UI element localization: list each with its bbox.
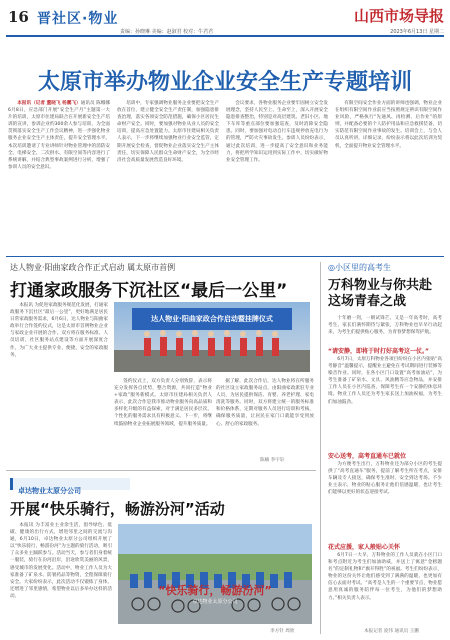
editor-credits: 责编：孙晓琳 美编：赵淑君 校对：牛君君 xyxy=(120,29,214,35)
article2-tag-label: 卓达物业太原分公司 xyxy=(18,487,81,495)
right-body-2-text: 为方便考生出行，万科物业还为部分小区的考生提供了“高考直通车”服务，提前了解考生所在考点，安排车辆及专人接送，确保考生准时、安全到达考场。不少业主表示，物业的贴心服务让他们倍感温暖，也让考生们能够以更好的状态迎接考试。 xyxy=(328,462,442,496)
article2-caption: 李方针 周欣 xyxy=(270,629,295,634)
right-sub-1: “请安静，即将于时打好高考这一仗。” xyxy=(328,348,429,355)
lead-text-2: 培训中，专家强调物业服务企业要把安全生产放在首位，建立健全安全生产责任制，加强隐患排查治理，落实各项安全防范措施，确保小区居民生命财产安全。同时，要加强对物业从业人员的安全培训，提高应急处置能力。太原市住建局相关负责人表示，下一步将继续加强物业行业安全监管，定期开展安全检查，督促物业企业落实安全生产主体责任，切实保障人民群众生命财产安全，为全市经济社会高质量发展营造良好环境。 xyxy=(117,101,219,163)
right-sub-2: 安心送考，高考直通车已就位 xyxy=(328,453,407,460)
article2-photo xyxy=(118,524,312,624)
column-divider xyxy=(320,262,321,634)
page-header xyxy=(0,0,450,38)
right-body-3-text: 6月7日一大早，万科物业的工作人员就在小区门口和考点附近为考生们加油助威，并送上了寓意“金榜题名”的定制礼物和“旗开得胜”的祝福。考生们纷纷表示，物业的这份关怀让他们感受到了满满的温暖，也更加有信心去面对考试。“高考是人生的一个重要节点，物业愿意用真诚的服务陪伴每一位考生，为他们的梦想助力。”相关负责人表示。 xyxy=(328,553,442,601)
masthead: 山西市场导报 xyxy=(353,7,444,25)
article1-kicker: 达人物业·阳曲家政合作正式启动 属太原市首例 xyxy=(10,263,176,272)
section-title: 晋社区·物业 xyxy=(37,11,119,27)
lead-column-3 xyxy=(226,100,328,246)
article1-photo xyxy=(114,302,310,372)
issue-date: 2023年6月13日 星期二 xyxy=(390,29,444,35)
article2-column-1 xyxy=(10,522,112,634)
lead-text-4: 有限空间安全作业方面的讲师也强调，物业企业在组织有限空间作业前应当按照规定辨识有限空间作业风险，严格执行“先通风、再检测、后作业”的原则，并配备必要的个人防护用品和应急救援装备，切实防范有限空间作业事故的发生。培训会上，与会人员认真听讲，详细记录，纷纷表示将以此次培训为契机，全面提升物业安全管理水平。 xyxy=(335,101,442,149)
article1-column-3 xyxy=(216,378,314,456)
right-intro-text: 十年磨一剑，一朝试锋芒。又是一年高考时，高考考生、家长们满怀期待与紧张，万科物业也早早行动起来，为考生们提供贴心服务，为青春梦想保驾护航。 xyxy=(328,316,442,336)
article2-text: 本报讯 为丰富业主业余生活，倡导绿色、低碳、健康的出行方式，增进邻里之间的交流与沟通，6月10日，卓达物业太原分公司组织开展了以“快乐骑行，畅游汾河”为主题的骑行活动，吸引了众多业主踊跃参与。活动当天，参与者们身着统一服装，骑行在汾河沿岸，沿途欣赏美丽的风景，感受城市的发展变化。活动中，物业工作人员为大家准备了矿泉水、防暑药品等物资，全程保障骑行安全。大家纷纷表示，此次活动不仅锻炼了身体，还增进了邻里感情，希望物业以后多举办这样的活动。 xyxy=(10,523,112,599)
right-sub-3: 花式应援，家人般贴心关怀 xyxy=(328,544,401,551)
lead-text-3: 会议要求，各物业服务企业要牢固树立安全发展理念，坚持人民至上、生命至上，深入开展安全隐患排查整治，特别是对高层建筑、老旧小区、地下车库等重点部位要加强巡查，及时消除安全隐患。同时，要加强对电动自行车违规停放充电行为的管理，严防火灾事故发生。参训人员纷纷表示，通过此次培训，进一步提高了安全意识和业务能力，将把所学知识运用到实际工作中，切实做好物业安全管理工作。 xyxy=(226,101,328,163)
article2-photo-banner: “快乐骑行，畅游汾河” xyxy=(158,584,272,597)
page-number: 16 xyxy=(8,8,29,26)
right-body-1 xyxy=(328,356,442,448)
lead-headline: 太原市举办物业企业安全生产专题培训 xyxy=(37,70,412,95)
article2-tag xyxy=(10,478,130,495)
right-caption: 本报记者 庞伟 通讯员 王鹏 xyxy=(364,629,419,634)
article1-photo-banner: 达人物业·阳曲家政合作启动暨挂牌仪式 xyxy=(151,315,273,323)
lead-column-1 xyxy=(8,100,110,246)
article1-text-3: 据了解，此次合作后，达人物业将在所服务的社区设立家政服务站点，由阳曲家政派驻专业人员，为居民提供保洁、育婴、养老护理、家电清洗等服务。同时，双方将建立统一的服务标准和价格体系，定期对服务人员进行培训和考核，确保服务质量，让居民在家门口就能享受到放心、舒心的家政服务。 xyxy=(216,379,314,427)
header-rule xyxy=(6,35,444,37)
article1-column-1 xyxy=(10,302,108,462)
right-body-1-text: 6月7日，太原万科物业各项目纷纷在小区内张贴“高考静音”温馨提示，提醒业主避免在考试期间进行装修等噪音作业。同时，在各小区门口设置“高考加油站”，为考生准备了矿泉水、文具、风油精等应急物品，并安排工作人员在小区内巡查，保障考生有一个安静的休息环境。物业工作人员还为考生家长送上加油祝福，为考生们加油鼓劲。 xyxy=(328,357,442,405)
right-body-3 xyxy=(328,552,442,624)
article1-column-2 xyxy=(114,378,212,462)
article1-caption: 陈楠 李宇轩 xyxy=(260,458,285,463)
article1-text-2: 签约仪式上，双方负责人分别致辞，表示将充分发挥各自优势，整合资源，共同打造“物业+家政”服务新模式。太原市住建局相关负责人表示，此次合作是我市推动物业服务向高品质和多样化升级的有益探索，对于满足居民多层次、个性化的服务需求具有积极意义。下一步，将继续鼓励物业企业拓展服务领域，提升服务质量。 xyxy=(114,379,212,427)
article1-headline: 打通家政服务下沉社区“最后一公里” xyxy=(10,281,288,301)
article2-headline: 开展“快乐骑行，畅游汾河”活动 xyxy=(10,500,225,518)
right-kicker: ◎小区里的高考生 xyxy=(328,263,391,272)
lead-column-2 xyxy=(117,100,219,246)
lead-byline: 本报讯（记者 董晓飞 杨鹏飞） xyxy=(17,101,81,106)
right-intro xyxy=(328,315,442,343)
lead-column-4 xyxy=(335,100,442,246)
right-body-2 xyxy=(328,461,442,539)
right-headline: 万科物业与你共赴这场青春之战 xyxy=(328,278,433,309)
article1-text-1: 本报讯 为促进家政服务规范化发展，打通家政服务下沉社区“最后一公里”，更好地满足居民日常家政服务需求，6月6日，达人物业与阳曲家政举行合作签约仪式，这是太原市首例物业企业与家政企业开展的合作。双方将在服务标准、人员培训、社区服务站点建设等方面开展深度合作，为广大业主提供专业、便捷、安全的家政服务。 xyxy=(10,303,108,358)
article2-photo-sub: 卓达物业太原分公司 xyxy=(192,599,238,605)
lead-divider xyxy=(6,256,444,257)
article1-divider xyxy=(6,470,316,471)
lead-text-1: 通讯员 陈娜娜 6月8日，应急部门开展“安全生产月”主题第一大片的培训，太原市住建局联合在开展新安全生产培训的宣讲，参训企业约300余人参与培训，为全面贯彻落实安全生产工作会议精神，进一步强化物业服务企业安全生产主体责任，提升安全管理水平。本次培训邀请了专业讲师针对物业管理中的消防安全、电梯安全、二次供水、有限空间等内容进行了系统讲解，并结合典型事故案例进行分析，增强了参训人员的安全意识。 xyxy=(8,101,110,170)
